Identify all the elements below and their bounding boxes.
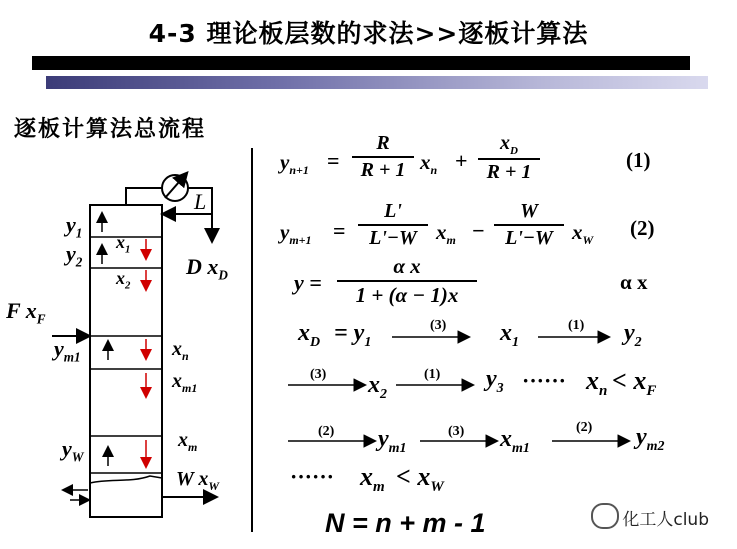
flow-r4-dots: ······ — [290, 464, 335, 489]
flow-y3: $y_3$ — [486, 366, 504, 396]
x2-label: $x_2$ — [116, 268, 131, 292]
eq2-xw: $x_W$ — [572, 220, 594, 248]
xm-label: $x_m$ — [178, 429, 198, 454]
flow-y2: $y_2$ — [624, 320, 642, 350]
page-title: 4-3 理论板层数的求法>>逐板计算法 — [148, 19, 589, 48]
section-heading: 逐板计算法总流程 — [14, 117, 207, 142]
reflux-label: L — [194, 189, 207, 214]
eq1-fraction-2: $\frac{x_D}{R + 1}$ — [478, 132, 540, 184]
eq2-minus: − — [472, 218, 485, 243]
flow-xW: < $x_W$ — [396, 462, 444, 496]
distillate-label: D $x_D$ — [186, 254, 228, 283]
flow-r2-arrow1-label: (3) — [310, 367, 327, 382]
wechat-logo-icon — [591, 503, 619, 529]
eq3-fraction: $\frac{\text{α x}}{1 + (\alpha - 1)x}$ — [337, 254, 477, 308]
eq1-lhs: $y_{n+1}$ — [280, 150, 309, 178]
xm1-label: $x_{m1}$ — [172, 370, 198, 395]
eq2-fraction-1: $\frac{L'}{L'-W}$ — [358, 200, 428, 250]
flow-xm1: $x_{m1}$ — [500, 426, 530, 456]
vertical-divider — [251, 148, 253, 532]
eq2-number: (2) — [630, 216, 655, 240]
flow-r2-arrow2-label: (1) — [424, 367, 441, 382]
eq2-xm: $x_m$ — [436, 220, 456, 248]
eq3-number: α x — [620, 270, 648, 294]
eq1-fraction-1: $\frac{R}{R + 1}$ — [352, 132, 414, 182]
eq2-fraction-2: $\frac{W}{L'-W}$ — [494, 200, 564, 250]
eq2-equals: = — [333, 218, 346, 243]
flow-xn: $x_n$ — [586, 366, 608, 400]
flow-r3-arrow2-label: (3) — [448, 424, 465, 439]
title-underline-black — [32, 56, 690, 70]
flow-xm: $x_m$ — [360, 462, 385, 496]
ym1-label: $y_{m1}$ — [54, 336, 81, 365]
flow-x2: $x_2$ — [368, 372, 387, 402]
flow-r2-dots: ······ — [522, 368, 567, 393]
eq2-lhs: $y_{m+1}$ — [280, 220, 312, 248]
overhead-vapor-line — [126, 188, 162, 205]
flow-r1-arrow2-label: (1) — [568, 318, 585, 333]
xn-label: $x_n$ — [172, 338, 189, 363]
flow-xF: < $x_F$ — [612, 366, 657, 400]
feed-label: F $x_F$ — [6, 298, 46, 327]
flow-r1-arrow1-label: (3) — [430, 318, 447, 333]
reboiler-coil — [90, 476, 162, 483]
flow-ym2: $y_{m2}$ — [636, 424, 665, 454]
flow-xD: $x_D$ — [298, 320, 321, 350]
eq3-lhs: y = — [294, 270, 322, 295]
bottoms-label: W $x_W$ — [176, 468, 220, 493]
x1-label: $x_1$ — [116, 232, 131, 256]
flow-r3-arrow1-label: (2) — [318, 424, 335, 439]
eq1-xn: $x_n$ — [420, 150, 438, 178]
flow-y1: = $y_1$ — [334, 320, 372, 350]
eq1-equals: = — [327, 148, 340, 173]
flow-x1: $x_1$ — [500, 320, 519, 350]
yW-label: $y_W$ — [62, 436, 84, 465]
eq1-plus: + — [455, 148, 468, 173]
flow-ym1: $y_{m1}$ — [378, 426, 407, 456]
flow-r3-arrow3-label: (2) — [576, 420, 593, 435]
title-underline-gradient — [46, 76, 708, 89]
watermark-text: 化工人club — [622, 510, 709, 530]
result-equation: N = n + m - 1 — [325, 508, 486, 538]
y1-label: $y_1$ — [66, 212, 83, 241]
eq1-number: (1) — [626, 148, 651, 172]
y2-label: $y_2$ — [66, 241, 83, 270]
